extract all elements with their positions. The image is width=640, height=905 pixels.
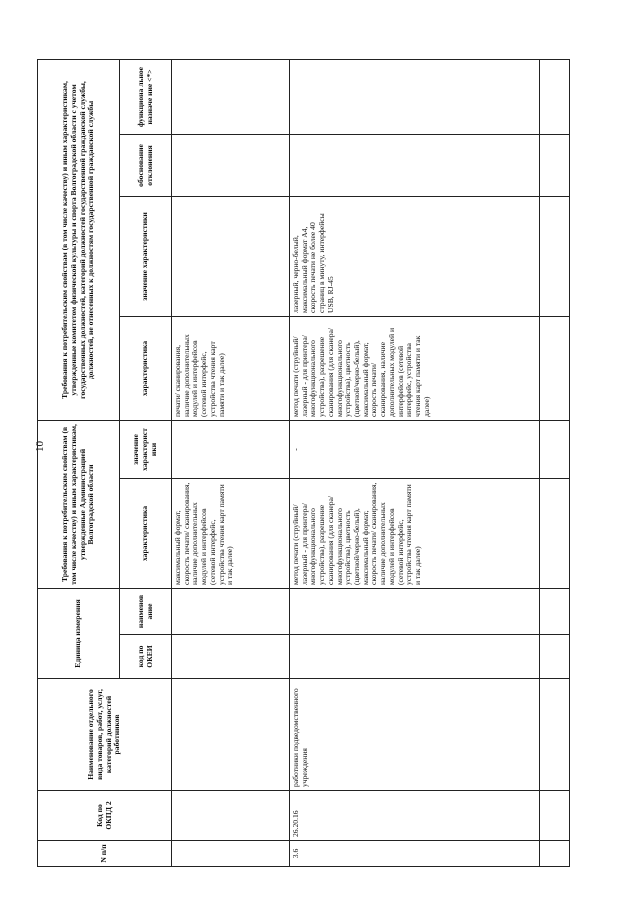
requirements-table [37, 59, 570, 867]
header-name: Наименование отдельного вида товаров, работ, услуг, категорий должностей работников [38, 679, 172, 791]
header-justification: обоснование отклонения [120, 134, 172, 196]
header-req-committee: Требования к потребительским свойствам (в том числе качеству) и иным характеристикам, утвержденные комитетом физической культуры и спорта Волгоградской области с учетом государственных должностей, категорий должностей государственной гражданской службы, должностей, не отнесенных к должностям государственной гражданской службы [38, 59, 120, 420]
header-char-admin: характеристика [120, 478, 172, 588]
row2-okpd: 26.20.16 [290, 791, 540, 841]
row1-n [172, 841, 290, 867]
row2-char-admin: метод печати (струйный/лазерный - для принтера/многофункционального устройства), разрешение сканирования (для сканера/многофункционального устройства), цветность (цветной/черно-белый), максимальный формат, скорость печати/ сканирования, наличие дополнительных модулей и интерфейсов (сетевой интерфейс, устройства чтения карт памяти и так далее) [290, 478, 540, 588]
row2-justification [290, 134, 540, 196]
header-okpd: Код по ОКПД 2 [38, 791, 172, 841]
table-row [540, 59, 570, 866]
header-unit: Единица измерения [38, 588, 120, 678]
row3-unit-code [540, 635, 570, 679]
row3-okpd [540, 791, 570, 841]
row3-value-admin [540, 420, 570, 478]
row3-value-committee [540, 196, 570, 316]
header-unit-code: код по ОКЕИ [120, 635, 172, 679]
row1-unit-code [172, 635, 290, 679]
header-value-admin: значение характерист ики [120, 420, 172, 478]
row3-functional [540, 59, 570, 134]
row2-n: 3.6 [290, 841, 540, 867]
row3-char-admin [540, 478, 570, 588]
row3-name [540, 679, 570, 791]
row1-unit-name [172, 588, 290, 634]
header-n: N п/п [38, 841, 172, 867]
row3-n [540, 841, 570, 867]
header-functional: функциона льное назначе ние <*> [120, 59, 172, 134]
row1-okpd [172, 791, 290, 841]
row2-char-committee: метод печати (струйный/лазерный - для принтера/многофункционального устройства), разрешение сканирования (для сканера/многофункционального устройства), цветность (цветной/черно-белый), максимальный формат, скорость печати/ сканирования, наличие дополнительных модулей и интерфейсов (сетевой интерфейс, устройства чтения карт памяти и так далее) [290, 316, 540, 420]
row2-unit-code [290, 635, 540, 679]
row2-functional [290, 59, 540, 134]
header-req-admin: Требования к потребительским свойствам (в том числе качеству) и иным характеристикам, утвержденные Администрацией Волгоградской области [38, 420, 120, 588]
rotated-table-container [37, 60, 582, 867]
row2-name: работники подведомственного учреждения [290, 679, 540, 791]
row3-char-committee [540, 316, 570, 420]
row1-value-committee [172, 196, 290, 316]
table-row [172, 59, 290, 866]
page-number: 10 [34, 441, 46, 452]
header-unit-name: наименов ание [120, 588, 172, 634]
row1-justification [172, 134, 290, 196]
header-char-committee: характеристика [120, 316, 172, 420]
row3-unit-name [540, 588, 570, 634]
row2-unit-name [290, 588, 540, 634]
row1-char-committee: печати/ сканирования, наличие дополнительных модулей и интерфейсов (сетевой интерфейс, устройства чтения карт памяти и так далее) [172, 316, 290, 420]
row1-char-admin: максимальный формат, скорость печати/ сканирования, наличие дополнительных модулей и интерфейсов (сетевой интерфейс, устройства чтения карт памяти и так далее) [172, 478, 290, 588]
header-value-committee: значение характеристики [120, 196, 172, 316]
row2-value-admin: - [290, 420, 540, 478]
row2-value-committee: лазерный, черно-белый, максимальный формат А4, скорость печати не более 40 страниц в минуту, интерфейсы USB, RJ-45 [290, 196, 540, 316]
row3-justification [540, 134, 570, 196]
row1-name [172, 679, 290, 791]
row1-value-admin [172, 420, 290, 478]
table-row [290, 59, 540, 866]
row1-functional [172, 59, 290, 134]
